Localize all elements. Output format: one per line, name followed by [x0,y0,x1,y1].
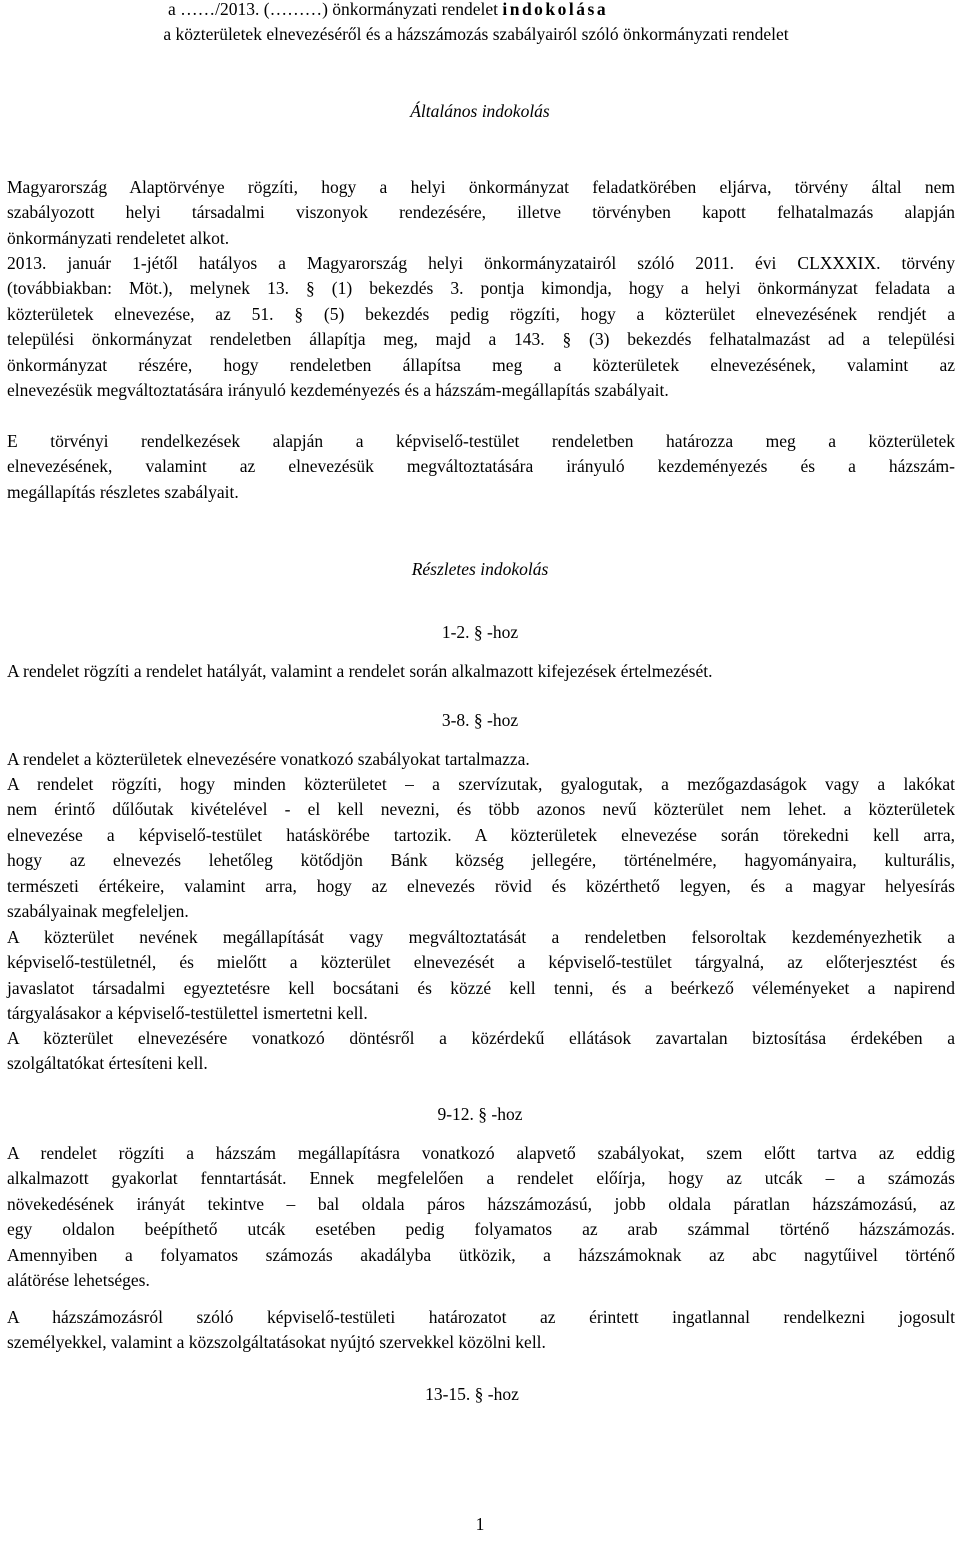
page-number: 1 [475,1514,485,1534]
text-line: nem érintő dűlőutak kivételével - el kell nevezni, és több azonos nevű közterület nem lehet. a közterületek [7,799,955,820]
text-line: A rendelet rögzíti a házszám megállapításra vonatkozó alapvető szabályokat, szem előtt tartva az eddig [7,1143,955,1163]
text-line: tárgyalásakor a képviselő-testülettel ismertetni kell. [7,1003,368,1024]
text-line: A házszámozásról szóló képviselő-testületi határozatot az érintett ingatlannal rendelkezni jogosult [7,1307,955,1327]
text-line: elnevezésük megváltoztatására irányuló kezdeményezés és a házszám-megállapítás szabályait. [7,380,669,401]
text-line: javaslatot társadalmi egyeztetésre kell bocsátani és közzé kell tenni, és a beérkező véleményeket a napirend [7,977,955,998]
subsection-3-8-paragraph-3 [7,925,955,1027]
text-line: szolgáltatókat értesíteni kell. [7,1053,208,1074]
subsection-9-12-paragraph-2 [7,1305,955,1356]
text-line: A közterület elnevezésére vonatkozó döntésről a közérdekű ellátások zavartalan biztosítása érdekében a [7,1028,955,1048]
header-title-prefix: a ……/2013. (………) önkormányzati rendelet [168,0,503,19]
text-line: (továbbiakban: Möt.), melynek 13. § (1) bekezdés 3. pontja kimondja, hogy a helyi önkormányzat feladata a [7,278,955,299]
section-title-detailed: Részletes indokolás [411,559,549,579]
text-line: képviselő-testületnél, és mielőtt a közterület elnevezését a képviselő-testület tárgyalná, az előterjesztést és [7,952,955,973]
subsection-1-2-paragraph [7,659,955,684]
text-line: személyekkel, valamint a közszolgáltatásokat nyújtó szervekkel közölni kell. [7,1332,546,1353]
header-title-spaced: indokolása [502,0,609,19]
text-line: Amennyiben a folyamatos számozás akadályba ütközik, a házszámoknak az abc nagytűivel történő [7,1244,955,1265]
text-line: A rendelet rögzíti, hogy minden közterületet ‒ a szervízutak, gyalogutak, a mezőgazdaságok vagy a lakókat [7,774,955,794]
text-line: természeti értékeire, valamint arra, hogy az elnevezés rövid és közérthető legyen, és a magyar helyesírás [7,875,955,896]
subsection-9-12-paragraph-1 [7,1141,955,1293]
text-line: települési önkormányzat rendeletben állapítja meg, majd a 143. § (3) bekezdés felhatalmazást ad a települési [7,329,955,350]
text-line: alátörése lehetséges. [7,1270,150,1291]
general-paragraph-1 [7,175,955,251]
text-line: A rendelet a közterületek elnevezésére vonatkozó szabályokat tartalmazza. [7,749,530,769]
text-line: közterületek elnevezése, az 51. § (5) bekezdés pedig rögzíti, hogy a közterület elnevezésének rendjét a [7,303,955,324]
subsection-heading-3-8: 3-8. § -hoz [441,710,519,730]
general-paragraph-2 [7,251,955,403]
document-header-line-1 [168,0,608,22]
text-line: elnevezésének, valamint az elnevezésük megváltoztatására irányuló kezdeményezés és a házszám- [7,456,955,477]
text-line: szabályainak megfeleljen. [7,901,189,922]
section-title-general: Általános indokolás [410,101,550,121]
text-line: egy oldalon beépíthető utcák esetében pedig folyamatos az arab számmal történő házszámozás. [7,1219,955,1240]
text-line: önkormányzat részére, hogy rendeletben állapítsa meg a közterületek elnevezésének, valamint az [7,354,955,375]
subsection-3-8-paragraph-4 [7,1026,955,1077]
subsection-heading-1-2: 1-2. § -hoz [441,622,519,642]
general-paragraph-3 [7,429,955,505]
text-line: elnevezése a képviselő-testület hatáskörébe tartozik. A közterületek elnevezése során törekedni kell arra, [7,824,955,845]
text-line: alkalmazott gyakorlat fenntartását. Ennek megfelelően a rendelet előírja, hogy az utcák ‒ a számozás [7,1168,955,1189]
text-line: Magyarország Alaptörvénye rögzíti, hogy a helyi önkormányzat feladatkörében eljárva, törvény által nem [7,177,955,197]
text-line: hogy az elnevezés lehetőleg kötődjön Bánk község jellegére, történelmére, hagyományaira, kulturális, [7,850,955,871]
subsection-3-8-paragraph-2 [7,772,955,924]
subsection-heading-9-12: 9-12. § -hoz [437,1104,523,1124]
text-line: növekedésének irányát tekintve ‒ bal oldala páros házszámozású, jobb oldala páratlan házszámozású, az [7,1193,955,1214]
text-line: E törvényi rendelkezések alapján a képviselő-testület rendeletben határozza meg a közterületek [7,431,955,451]
text-line: szabályozott helyi társadalmi viszonyok rendezésére, illetve törvényben kapott felhatalmazás alapján [7,202,955,223]
text-line: megállapítás részletes szabályait. [7,481,239,502]
text-line: A közterület nevének megállapítását vagy megváltoztatását a rendeletben felsoroltak kezdeményezhetik a [7,927,955,947]
text-line: A rendelet rögzíti a rendelet hatályát, valamint a rendelet során alkalmazott kifejezések értelmezését. [7,661,713,681]
text-line: 2013. január 1-jétől hatályos a Magyarország helyi önkormányzatairól szóló 2011. évi CLXXXIX. törvény [7,253,955,273]
subsection-heading-13-15: 13-15. § -hoz [425,1384,519,1404]
document-header-line-2: a közterületek elnevezéséről és a házszámozás szabályairól szóló önkormányzati rendelet [163,24,789,44]
text-line: önkormányzati rendeletet alkot. [7,227,230,248]
subsection-3-8-paragraph-1 [7,747,955,772]
